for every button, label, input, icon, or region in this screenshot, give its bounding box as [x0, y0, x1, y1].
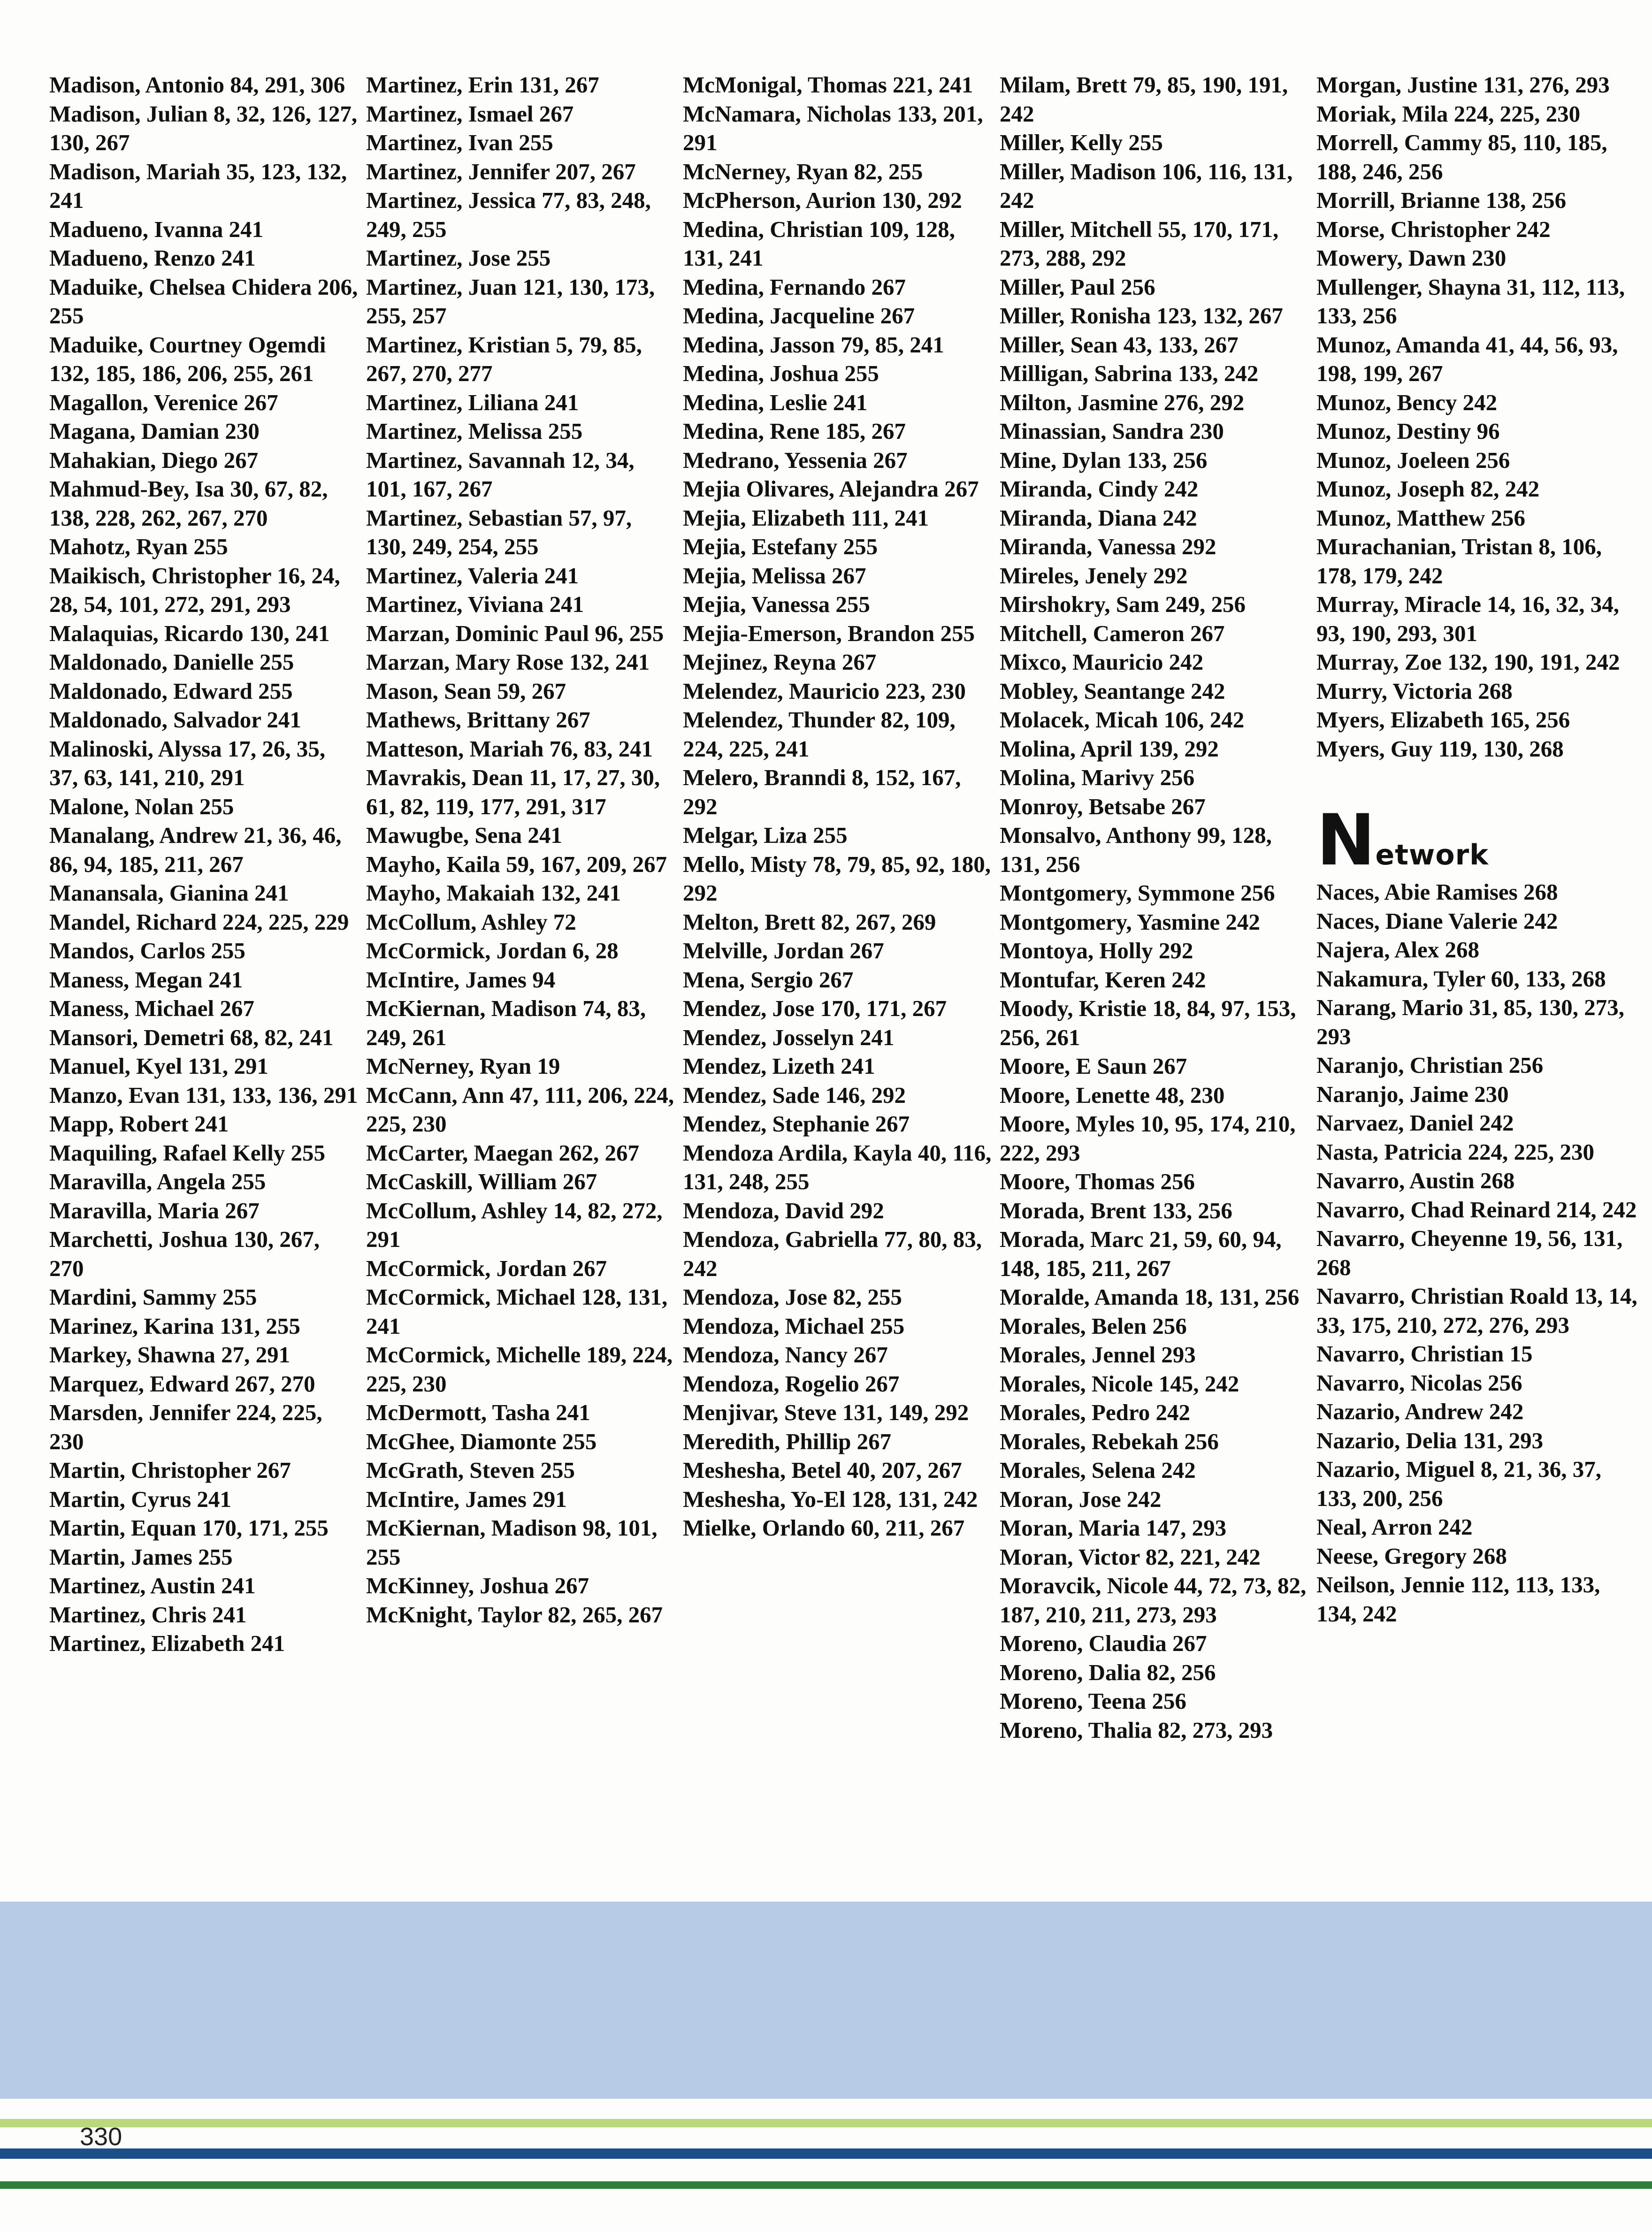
index-entry: Murray, Zoe 132, 190, 191, 242	[1316, 649, 1620, 675]
index-entry: Navarro, Christian 15	[1316, 1341, 1533, 1367]
index-entry: Mobley, Seantange 242	[1000, 678, 1225, 704]
index-entry: Miller, Kelly 255	[1000, 130, 1163, 155]
index-entry: Mitchell, Cameron 267	[1000, 620, 1225, 646]
index-entry: Manuel, Kyel 131, 291	[49, 1053, 268, 1079]
index-entry: Malaquias, Ricardo 130, 241	[49, 620, 330, 646]
index-entry: Moralde, Amanda 18, 131, 256	[1000, 1284, 1300, 1310]
index-entry: Miller, Madison 106, 116, 131, 242	[1000, 158, 1293, 213]
index-entry: Maravilla, Maria 267	[49, 1197, 260, 1223]
page-number: 330	[80, 2123, 122, 2151]
index-entry: McKiernan, Madison 74, 83, 249, 261	[366, 995, 646, 1050]
index-entry: Mixco, Mauricio 242	[1000, 649, 1204, 675]
index-entry: Moreno, Teena 256	[1000, 1688, 1186, 1714]
index-entry: Molina, Marivy 256	[1000, 764, 1195, 790]
index-entry: Medrano, Yessenia 267	[683, 447, 908, 473]
index-entry: Moody, Kristie 18, 84, 97, 153, 256, 261	[1000, 995, 1296, 1050]
index-entry: Nasta, Patricia 224, 225, 230	[1316, 1139, 1594, 1165]
index-entry: Marchetti, Joshua 130, 267, 270	[49, 1226, 320, 1281]
index-entry: Moore, Lenette 48, 230	[1000, 1082, 1225, 1108]
index-entry: Moreno, Dalia 82, 256	[1000, 1659, 1216, 1685]
index-entry: Maravilla, Angela 255	[49, 1169, 266, 1194]
index-entry: Mullenger, Shayna 31, 112, 113, 133, 256	[1316, 274, 1625, 329]
index-entry: Nazario, Andrew 242	[1316, 1399, 1524, 1424]
index-entry: Mejia, Estefany 255	[683, 534, 878, 559]
index-entry: Murachanian, Tristan 8, 106, 178, 179, 242	[1316, 534, 1602, 589]
index-entry: Nazario, Miguel 8, 21, 36, 37, 133, 200, 256	[1316, 1456, 1601, 1511]
index-entry: Mendoza, Gabriella 77, 80, 83, 242	[683, 1226, 982, 1281]
index-entry: Markey, Shawna 27, 291	[49, 1342, 291, 1368]
index-entry: Mendez, Lizeth 241	[683, 1053, 875, 1079]
index-entry: Munoz, Bency 242	[1316, 389, 1498, 415]
index-entry: Morales, Pedro 242	[1000, 1399, 1190, 1425]
index-column-2	[366, 70, 676, 1629]
index-entry: McKinney, Joshua 267	[366, 1573, 589, 1598]
index-entry: Mejia-Emerson, Brandon 255	[683, 620, 975, 646]
index-entry: Mapp, Robert 241	[49, 1111, 229, 1137]
index-entry: Mathews, Brittany 267	[366, 707, 590, 733]
index-entry: Mendez, Josselyn 241	[683, 1024, 895, 1050]
index-entry: Melendez, Thunder 82, 109, 224, 225, 241	[683, 707, 956, 762]
index-entry: McKiernan, Madison 98, 101, 255	[366, 1515, 658, 1570]
index-entry: Myers, Guy 119, 130, 268	[1316, 735, 1564, 762]
index-entry: Manansala, Gianina 241	[49, 880, 289, 906]
index-entry: Morrill, Brianne 138, 256	[1316, 187, 1567, 213]
index-entry: Morse, Christopher 242	[1316, 216, 1551, 242]
index-entry: Miller, Ronisha 123, 132, 267	[1000, 303, 1283, 329]
index-entry: Madison, Antonio 84, 291, 306	[49, 72, 345, 98]
index-entry: Moore, E Saun 267	[1000, 1053, 1187, 1079]
index-entry: Martin, James 255	[49, 1544, 233, 1570]
index-entry: Martinez, Sebastian 57, 97, 130, 249, 254, 255	[366, 504, 632, 559]
index-entry: Mendez, Stephanie 267	[683, 1111, 910, 1137]
index-entry: Navarro, Chad Reinard 214, 242	[1316, 1196, 1637, 1223]
index-entry: Marsden, Jennifer 224, 225, 230	[49, 1399, 322, 1454]
index-entry: McIntire, James 291	[366, 1486, 567, 1512]
index-entry: Mireles, Jenely 292	[1000, 562, 1188, 589]
index-entry: Moore, Thomas 256	[1000, 1169, 1195, 1194]
index-entry: Melville, Jordan 267	[683, 938, 884, 963]
index-column-4	[1000, 70, 1309, 1744]
index-entry: Medina, Leslie 241	[683, 389, 868, 415]
index-entry: Martinez, Jessica 77, 83, 248, 249, 255	[366, 187, 651, 242]
index-entry: Melero, Branndi 8, 152, 167, 292	[683, 764, 961, 819]
index-entry: Mowery, Dawn 230	[1316, 245, 1507, 271]
index-entry: Meshesha, Yo-El 128, 131, 242	[683, 1486, 978, 1512]
index-entry: Medina, Christian 109, 128, 131, 241	[683, 216, 955, 271]
index-entry: Martinez, Austin 241	[49, 1573, 256, 1598]
index-entry: Madison, Mariah 35, 123, 132, 241	[49, 158, 347, 213]
index-entry: McCann, Ann 47, 111, 206, 224, 225, 230	[366, 1082, 674, 1137]
index-entry: McGhee, Diamonte 255	[366, 1428, 597, 1454]
index-entry: McMonigal, Thomas 221, 241	[683, 72, 973, 98]
index-entry: Morgan, Justine 131, 276, 293	[1316, 72, 1610, 98]
index-entry: Manalang, Andrew 21, 36, 46, 86, 94, 185, 211, 267	[49, 822, 342, 877]
index-entry: Morales, Nicole 145, 242	[1000, 1370, 1239, 1397]
index-entry: Mejia Olivares, Alejandra 267	[683, 476, 979, 502]
index-entry: McNamara, Nicholas 133, 201, 291	[683, 100, 983, 155]
index-entry: Medina, Rene 185, 267	[683, 418, 906, 444]
index-entry: Maness, Michael 267	[49, 995, 254, 1021]
index-entry: Molacek, Micah 106, 242	[1000, 707, 1245, 733]
footer-stripe-light-green	[0, 2119, 1652, 2127]
index-entry: Morrell, Cammy 85, 110, 185, 188, 246, 256	[1316, 130, 1607, 184]
index-entry: Myers, Elizabeth 165, 256	[1316, 707, 1570, 733]
index-entry: Mayho, Makaiah 132, 241	[366, 880, 621, 906]
index-entry: Navarro, Christian Roald 13, 14, 33, 175, 210, 272, 276, 293	[1316, 1283, 1637, 1338]
index-entry: Murry, Victoria 268	[1316, 678, 1513, 704]
index-entry: Mine, Dylan 133, 256	[1000, 447, 1208, 473]
index-entry: Mason, Sean 59, 267	[366, 678, 566, 704]
index-entry: Mahmud-Bey, Isa 30, 67, 82, 138, 228, 262, 267, 270	[49, 476, 328, 531]
index-entry: Medina, Jacqueline 267	[683, 303, 915, 329]
index-entry: Magana, Damian 230	[49, 418, 260, 444]
index-entry: Maduike, Courtney Ogemdi 132, 185, 186, 206, 255, 261	[49, 331, 326, 386]
index-entry: Munoz, Amanda 41, 44, 56, 93, 198, 199, 267	[1316, 331, 1618, 386]
index-entry: Mendoza, Jose 82, 255	[683, 1284, 902, 1310]
index-entry: Mendoza, David 292	[683, 1197, 884, 1223]
index-entry: Martinez, Viviana 241	[366, 591, 584, 617]
index-entry: Meredith, Phillip 267	[683, 1428, 892, 1454]
index-entry: Munoz, Joseph 82, 242	[1316, 476, 1540, 502]
index-entry: Melgar, Liza 255	[683, 822, 848, 848]
index-entry: Navarro, Cheyenne 19, 56, 131, 268	[1316, 1225, 1623, 1280]
index-entry: Martinez, Liliana 241	[366, 389, 579, 415]
index-entry: Naranjo, Jaime 230	[1316, 1081, 1509, 1107]
index-entry: Milligan, Sabrina 133, 242	[1000, 360, 1259, 386]
index-entry: Mena, Sergio 267	[683, 966, 854, 993]
index-entry: Menjivar, Steve 131, 149, 292	[683, 1399, 969, 1425]
index-entry: Martinez, Valeria 241	[366, 562, 579, 589]
index-entry: Munoz, Matthew 256	[1316, 504, 1526, 531]
index-column-1	[49, 70, 359, 1658]
index-entry: Maldonado, Edward 255	[49, 678, 293, 704]
index-entry: Morales, Jennel 293	[1000, 1342, 1196, 1368]
index-entry: McCollum, Ashley 72	[366, 909, 576, 935]
index-entry: McNerney, Ryan 19	[366, 1053, 560, 1079]
index-entry: Mirshokry, Sam 249, 256	[1000, 591, 1246, 617]
index-entry: Madison, Julian 8, 32, 126, 127, 130, 267	[49, 100, 358, 155]
index-entry: Mandel, Richard 224, 225, 229	[49, 909, 349, 935]
index-entry: Montgomery, Yasmine 242	[1000, 909, 1260, 935]
index-entry: Martinez, Jose 255	[366, 245, 551, 271]
index-entry: Mendoza, Rogelio 267	[683, 1370, 900, 1397]
index-entry: Martinez, Chris 241	[49, 1601, 247, 1628]
index-entry: Maldonado, Salvador 241	[49, 707, 301, 733]
index-entry: Medina, Fernando 267	[683, 274, 906, 300]
index-entry: Mendez, Sade 146, 292	[683, 1082, 906, 1108]
index-entry: Melendez, Mauricio 223, 230	[683, 678, 966, 704]
index-entry: McCormick, Michael 128, 131, 241	[366, 1284, 668, 1339]
index-entry: Munoz, Destiny 96	[1316, 418, 1500, 444]
index-entry: Martinez, Kristian 5, 79, 85, 267, 270, 277	[366, 331, 642, 386]
index-entry: Mello, Misty 78, 79, 85, 92, 180, 292	[683, 851, 991, 906]
index-entry: Narvaez, Daniel 242	[1316, 1110, 1514, 1136]
index-entry: Martinez, Erin 131, 267	[366, 72, 599, 98]
index-entry: Maikisch, Christopher 16, 24, 28, 54, 101, 272, 291, 293	[49, 562, 340, 617]
index-entry: Martinez, Jennifer 207, 267	[366, 158, 636, 184]
index-entry: Medina, Joshua 255	[683, 360, 879, 386]
index-entry: McCollum, Ashley 14, 82, 272, 291	[366, 1197, 663, 1252]
index-entry: Marzan, Dominic Paul 96, 255	[366, 620, 664, 646]
index-entry: Mahakian, Diego 267	[49, 447, 259, 473]
index-entry: Maduike, Chelsea Chidera 206, 255	[49, 274, 358, 329]
index-entry: McDermott, Tasha 241	[366, 1399, 590, 1425]
index-entry: McCarter, Maegan 262, 267	[366, 1139, 639, 1166]
index-entry: Molina, April 139, 292	[1000, 735, 1219, 762]
index-entry: Marzan, Mary Rose 132, 241	[366, 649, 650, 675]
index-entry: McIntire, James 94	[366, 966, 556, 993]
footer-stripe-green	[0, 2181, 1652, 2189]
index-entry: Magallon, Verenice 267	[49, 389, 278, 415]
index-entry: Maldonado, Danielle 255	[49, 649, 294, 675]
index-entry: Mejia, Vanessa 255	[683, 591, 870, 617]
index-entry: Madueno, Ivanna 241	[49, 216, 264, 242]
index-entry: Medina, Jasson 79, 85, 241	[683, 331, 944, 358]
index-entry: Munoz, Joeleen 256	[1316, 447, 1510, 473]
index-entry: Naces, Abie Ramises 268	[1316, 879, 1558, 905]
index-entry: Martin, Christopher 267	[49, 1457, 291, 1483]
index-entry: Mendez, Jose 170, 171, 267	[683, 995, 947, 1021]
section-heading-n	[1316, 796, 1640, 881]
index-entry: Moran, Maria 147, 293	[1000, 1515, 1227, 1541]
index-entry: Moreno, Claudia 267	[1000, 1630, 1207, 1656]
index-entry: Martinez, Ismael 267	[366, 100, 574, 127]
index-entry: Miranda, Cindy 242	[1000, 476, 1199, 502]
index-entry: Montufar, Keren 242	[1000, 966, 1206, 993]
index-entry: Mendoza, Nancy 267	[683, 1342, 888, 1368]
index-entry: Morada, Marc 21, 59, 60, 94, 148, 185, 211, 267	[1000, 1226, 1282, 1281]
index-entry: Mavrakis, Dean 11, 17, 27, 30, 61, 82, 119, 177, 291, 317	[366, 764, 660, 819]
index-entry: Morada, Brent 133, 256	[1000, 1197, 1232, 1223]
index-entry: Martin, Equan 170, 171, 255	[49, 1515, 329, 1541]
index-entry: Monsalvo, Anthony 99, 128, 131, 256	[1000, 822, 1272, 877]
index-entry: Mayho, Kaila 59, 167, 209, 267	[366, 851, 667, 877]
index-entry: Mansori, Demetri 68, 82, 241	[49, 1024, 334, 1050]
index-entry: Martin, Cyrus 241	[49, 1486, 231, 1512]
index-entry: Miller, Mitchell 55, 170, 171, 273, 288, 292	[1000, 216, 1279, 271]
index-column-5	[1316, 70, 1640, 1628]
index-entry: Minassian, Sandra 230	[1000, 418, 1224, 444]
index-entry: Moriak, Mila 224, 225, 230	[1316, 100, 1581, 127]
index-entry: Montgomery, Symmone 256	[1000, 880, 1275, 906]
index-entry: Melton, Brett 82, 267, 269	[683, 909, 936, 935]
index-entry: Moran, Jose 242	[1000, 1486, 1162, 1512]
section-heading-word: etwork	[1375, 839, 1489, 871]
index-entry: Montoya, Holly 292	[1000, 938, 1193, 963]
index-column-3	[683, 70, 993, 1543]
index-entry: Martinez, Ivan 255	[366, 130, 553, 155]
index-entry: Miranda, Vanessa 292	[1000, 534, 1216, 559]
index-entry: Najera, Alex 268	[1316, 937, 1479, 963]
index-entry: Nakamura, Tyler 60, 133, 268	[1316, 965, 1606, 992]
index-entry: Martinez, Savannah 12, 34, 101, 167, 267	[366, 447, 635, 502]
index-entry: Moran, Victor 82, 221, 242	[1000, 1544, 1261, 1570]
index-column-5-m-entries	[1316, 70, 1640, 763]
index-entry: Maquiling, Rafael Kelly 255	[49, 1139, 325, 1166]
index-entry: Mardini, Sammy 255	[49, 1284, 257, 1310]
index-entry: Narang, Mario 31, 85, 130, 273, 293	[1316, 994, 1624, 1049]
index-entry: Moreno, Thalia 82, 273, 293	[1000, 1717, 1273, 1743]
footer-band	[0, 1902, 1652, 2099]
index-entry: Matteson, Mariah 76, 83, 241	[366, 735, 653, 762]
index-entry: Malinoski, Alyssa 17, 26, 35, 37, 63, 141, 210, 291	[49, 735, 326, 790]
index-entry: McGrath, Steven 255	[366, 1457, 575, 1483]
index-entry: Milam, Brett 79, 85, 190, 191, 242	[1000, 72, 1288, 127]
index-entry: Martinez, Melissa 255	[366, 418, 583, 444]
index-entry: Morales, Selena 242	[1000, 1457, 1196, 1483]
index-entry: Martinez, Juan 121, 130, 173, 255, 257	[366, 274, 655, 329]
index-entry: McCormick, Jordan 6, 28	[366, 938, 619, 963]
index-entry: Naces, Diane Valerie 242	[1316, 908, 1558, 934]
index-entry: Murray, Miracle 14, 16, 32, 34, 93, 190, 293, 301	[1316, 591, 1620, 646]
index-entry: Mejia, Melissa 267	[683, 562, 866, 589]
index-entry: Navarro, Austin 268	[1316, 1168, 1515, 1193]
index-column-5-n-entries	[1316, 878, 1640, 1628]
index-entry: Manzo, Evan 131, 133, 136, 291	[49, 1082, 358, 1108]
index-entry: Morales, Belen 256	[1000, 1313, 1187, 1339]
index-entry: Mendoza Ardila, Kayla 40, 116, 131, 248, 255	[683, 1139, 992, 1194]
footer-stripe-blue	[0, 2148, 1652, 2159]
index-entry: Naranjo, Christian 256	[1316, 1052, 1544, 1078]
index-entry: Mandos, Carlos 255	[49, 938, 245, 963]
index-entry: McPherson, Aurion 130, 292	[683, 187, 962, 213]
index-entry: Neese, Gregory 268	[1316, 1543, 1507, 1569]
index-entry: Marinez, Karina 131, 255	[49, 1313, 300, 1339]
index-entry: Marquez, Edward 267, 270	[49, 1370, 315, 1397]
index-entry: Nazario, Delia 131, 293	[1316, 1427, 1544, 1453]
index-entry: Mejinez, Reyna 267	[683, 649, 877, 675]
index-entry: Neal, Arron 242	[1316, 1514, 1473, 1540]
index-entry: Milton, Jasmine 276, 292	[1000, 389, 1245, 415]
section-heading-initial: N	[1316, 800, 1374, 881]
index-entry: Miranda, Diana 242	[1000, 504, 1197, 531]
index-entry: Moravcik, Nicole 44, 72, 73, 82, 187, 210, 211, 273, 293	[1000, 1573, 1307, 1628]
index-entry: Meshesha, Betel 40, 207, 267	[683, 1457, 962, 1483]
index-entry: McCaskill, William 267	[366, 1169, 597, 1194]
index-entry: McCormick, Jordan 267	[366, 1255, 607, 1281]
index-entry: Maness, Megan 241	[49, 966, 243, 993]
index-entry: Mahotz, Ryan 255	[49, 534, 228, 559]
index-entry: Neilson, Jennie 112, 113, 133, 134, 242	[1316, 1572, 1600, 1627]
index-entry: Miller, Paul 256	[1000, 274, 1155, 300]
index-entry: McKnight, Taylor 82, 265, 267	[366, 1601, 663, 1628]
index-entry: Malone, Nolan 255	[49, 793, 234, 819]
index-entry: Navarro, Nicolas 256	[1316, 1369, 1522, 1396]
index-entry: Mawugbe, Sena 241	[366, 822, 562, 848]
index-entry: Miller, Sean 43, 133, 267	[1000, 331, 1239, 358]
index-entry: Mejia, Elizabeth 111, 241	[683, 504, 929, 531]
index-entry: McCormick, Michelle 189, 224, 225, 230	[366, 1342, 673, 1397]
index-entry: McNerney, Ryan 82, 255	[683, 158, 923, 184]
index-entry: Morales, Rebekah 256	[1000, 1428, 1219, 1454]
index-entry: Moore, Myles 10, 95, 174, 210, 222, 293	[1000, 1111, 1296, 1166]
index-entry: Monroy, Betsabe 267	[1000, 793, 1206, 819]
index-entry: Mendoza, Michael 255	[683, 1313, 905, 1339]
index-entry: Madueno, Renzo 241	[49, 245, 256, 271]
index-entry: Martinez, Elizabeth 241	[49, 1630, 285, 1656]
index-entry: Mielke, Orlando 60, 211, 267	[683, 1515, 965, 1541]
